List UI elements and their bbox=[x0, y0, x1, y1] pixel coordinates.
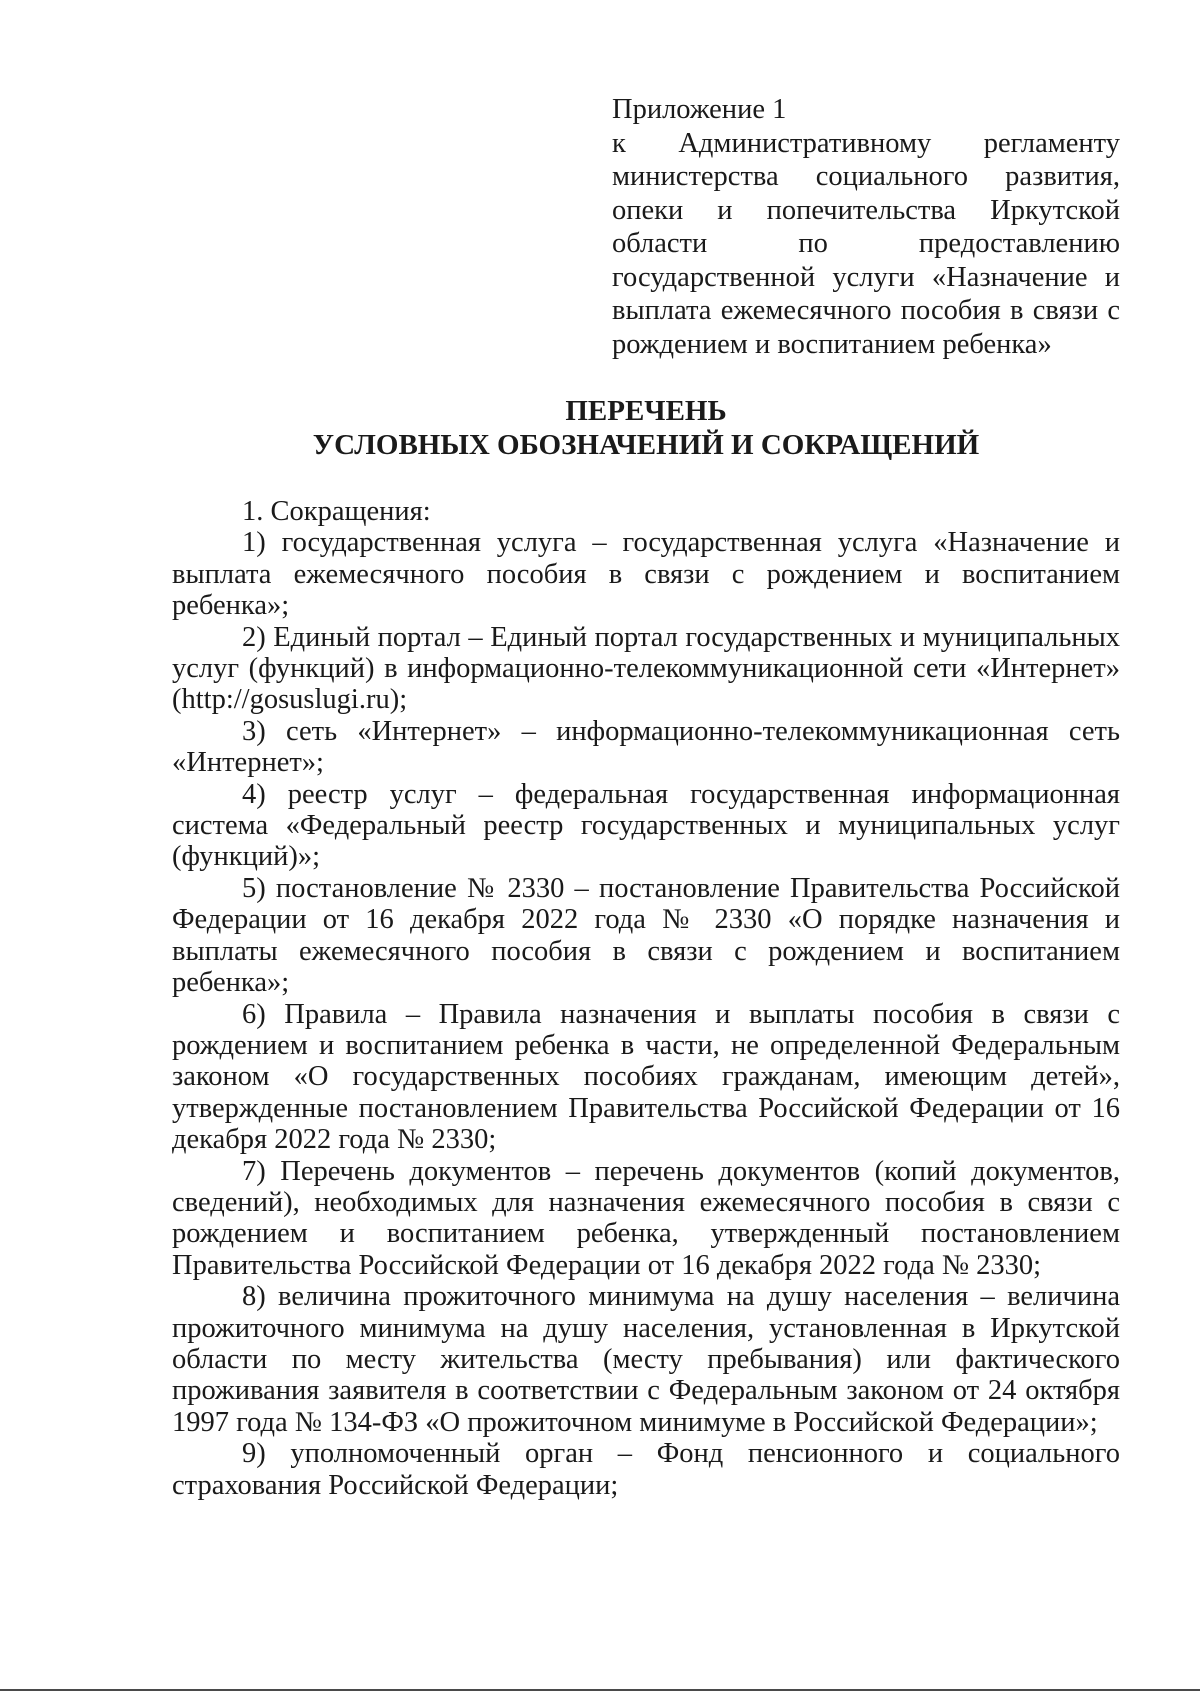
appendix-title: Приложение 1 bbox=[612, 94, 787, 125]
list-item: 7) Перечень документов – перечень документов (копий документов, сведений), необходимых для назначения ежемесячного пособия в связи с рождением и воспитанием ребенка, утвержденный постановлением Правительства Российской Федерации от 16 декабря 2022 года № 2330; bbox=[172, 1155, 1120, 1281]
list-item: 3) сеть «Интернет» – информационно-телекоммуникационная сеть «Интернет»; bbox=[172, 715, 1120, 779]
list-item: 4) реестр услуг – федеральная государственная информационная система «Федеральный реестр государственных и муниципальных услуг (функций)»; bbox=[172, 778, 1120, 873]
list-item: 5) постановление № 2330 – постановление Правительства Российской Федерации от 16 декабря 2022 года № 2330 «О порядке назначения и выплаты ежемесячного пособия в связи с рождением и воспитанием ребенка»; bbox=[172, 872, 1120, 999]
list-item: 2) Единый портал – Единый портал государственных и муниципальных услуг (функций) в информационно-телекоммуникационной сети «Интернет» (http://gosuslugi.ru); bbox=[172, 621, 1120, 716]
heading-line-1: ПЕРЕЧЕНЬ bbox=[565, 395, 727, 427]
list-item: 1) государственная услуга – государственная услуга «Назначение и выплата ежемесячного пособия в связи с рождением и воспитанием ребенка»; bbox=[172, 527, 1120, 622]
abbreviations-section bbox=[172, 496, 1120, 1501]
section-title: 1. Сокращения: bbox=[242, 496, 431, 527]
page-bottom-rule bbox=[0, 1689, 1200, 1691]
document-heading bbox=[172, 394, 1120, 462]
list-item: 6) Правила – Правила назначения и выплаты пособия в связи с рождением и воспитанием ребенка в части, не определенной Федеральным законом «О государственных пособиях гражданам, имеющим детей», утвержденные постановлением Правительства Российской Федерации от 16 декабря 2022 года № 2330; bbox=[172, 998, 1120, 1156]
appendix-block bbox=[612, 93, 1120, 361]
heading-line-2: УСЛОВНЫХ ОБОЗНАЧЕНИЙ И СОКРАЩЕНИЙ bbox=[312, 429, 980, 461]
list-item: 8) величина прожиточного минимума на душу населения – величина прожиточного минимума на душу населения, установленная в Иркутской области по месту жительства (месту пребывания) или фактического проживания заявителя в соответствии с Федеральным законом от 24 октября 1997 года № 134-ФЗ «О прожиточном минимуме в Российской Федерации»; bbox=[172, 1281, 1120, 1438]
appendix-text: к Административному регламенту министерства социального развития, опеки и попечительства Иркутской области по предоставлению государственной услуги «Назначение и выплата ежемесячного пособия в связи с рождением и воспитанием ребенка» bbox=[612, 127, 1120, 360]
list-item: 9) уполномоченный орган – Фонд пенсионного и социального страхования Российской Федерации; bbox=[172, 1438, 1120, 1501]
